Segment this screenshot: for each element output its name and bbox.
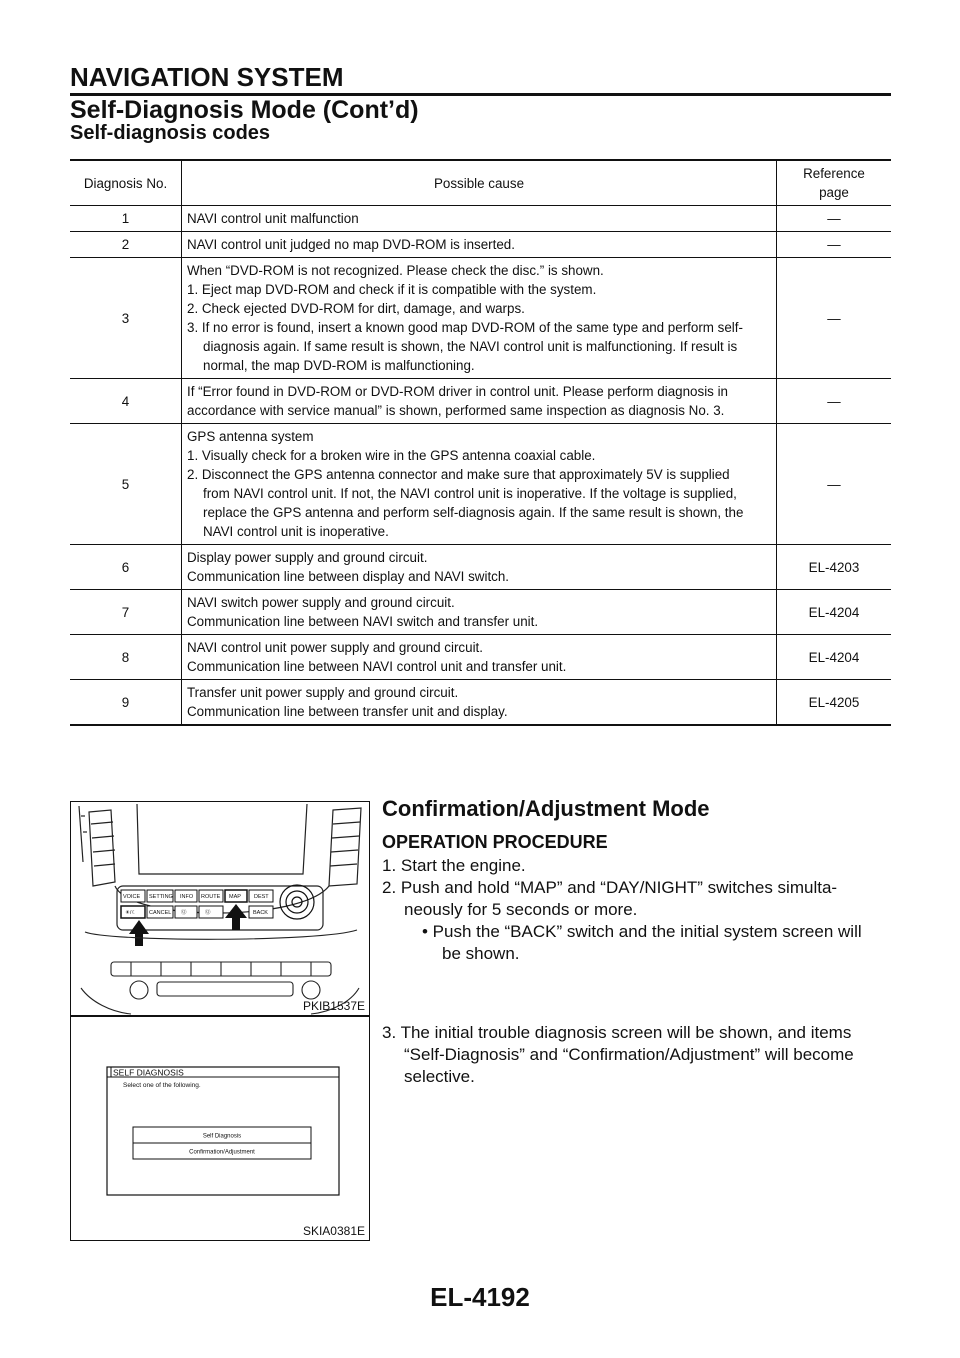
column-header-ref — [777, 160, 892, 206]
diagnosis-no-cell: 1 — [70, 206, 182, 232]
possible-cause-cell — [182, 590, 777, 635]
cause-line: Transfer unit power supply and ground circuit. — [187, 685, 459, 700]
reference-page-cell: EL-4204 — [808, 649, 860, 665]
diagnosis-no-cell: 3 — [70, 258, 182, 379]
table-row — [70, 424, 891, 545]
table-row — [70, 680, 891, 726]
cause-line: 2. Check ejected DVD-ROM for dirt, damage, and warps. — [187, 301, 525, 316]
diagnosis-no-cell: 8 — [70, 635, 182, 680]
cause-line: diagnosis again. If same result is shown, the NAVI control unit is malfunctioning. If result is — [203, 339, 738, 354]
possible-cause-cell — [182, 206, 777, 232]
table-header-row — [70, 160, 891, 206]
day-night-icon: ☀/☾ — [125, 910, 137, 916]
btn-back-label: BACK — [253, 910, 268, 916]
reference-page-cell: — — [827, 211, 841, 226]
btn-dest-label: DEST — [254, 894, 269, 900]
cause-line: from NAVI control unit. If not, the NAVI control unit is inoperative. If the voltage is supplied, — [203, 486, 737, 501]
cause-line: NAVI switch power supply and ground circuit. — [187, 595, 455, 610]
procedure-steps — [382, 855, 892, 965]
cause-line: Communication line between display and NAVI switch. — [187, 569, 510, 584]
cause-line: NAVI control unit is inoperative. — [203, 524, 389, 539]
cause-line: GPS antenna system — [187, 429, 314, 444]
step-2-cont: neously for 5 seconds or more. — [404, 900, 638, 919]
table-row — [70, 590, 891, 635]
table-row — [70, 232, 891, 258]
btn-cancel-label: CANCEL — [149, 910, 172, 916]
figure2-label: SKIA0381E — [302, 1224, 365, 1238]
cause-line: Communication line between NAVI switch and transfer unit. — [187, 614, 539, 629]
diagnosis-screen-illustration — [71, 1017, 369, 1240]
figure1-label: PKIB1537E — [302, 999, 365, 1013]
cause-line: 2. Disconnect the GPS antenna connector and make sure that approximately 5V is supplied — [187, 467, 730, 482]
cause-line: accordance with service manual” is shown, performed same inspection as diagnosis No. 3. — [187, 403, 725, 418]
cause-line: When “DVD-ROM is not recognized. Please check the disc.” is shown. — [187, 263, 604, 278]
reference-page-cell: — — [827, 310, 841, 326]
figure-navi-switch-panel — [70, 801, 370, 1016]
btn-info-label: INFO — [180, 894, 194, 900]
arrow-up-icon — [129, 920, 149, 946]
step-3: 3. The initial trouble diagnosis screen will be shown, and items — [382, 1023, 852, 1042]
btn-setting-label: SETTING — [149, 894, 173, 900]
diagnosis-no-cell: 7 — [70, 590, 182, 635]
confirmation-heading: Confirmation/Adjustment Mode — [382, 796, 710, 821]
section-title: Self-diagnosis codes — [70, 122, 271, 144]
diagnosis-codes-table — [70, 159, 891, 726]
table-row — [70, 379, 891, 424]
btn-route-label: ROUTE — [201, 894, 221, 900]
step-1: 1. Start the engine. — [382, 856, 526, 875]
cause-line: NAVI control unit judged no map DVD-ROM is inserted. — [187, 237, 515, 252]
cause-line: NAVI control unit malfunction — [187, 211, 359, 226]
cause-line: Communication line between NAVI control unit and transfer unit. — [187, 659, 567, 674]
page-header-subtitle: Self-Diagnosis Mode (Cont’d) — [70, 96, 419, 124]
diagnosis-no-cell: 5 — [70, 424, 182, 545]
btn-map-label: MAP — [229, 894, 241, 900]
cause-line: Communication line between transfer unit and display. — [187, 704, 508, 719]
column-header-no: Diagnosis No. — [70, 160, 182, 206]
step-3-cont1: “Self-Diagnosis” and “Confirmation/Adjustment” will become — [404, 1045, 854, 1064]
reference-page-cell: EL-4203 — [808, 559, 860, 575]
diagnosis-no-cell: 2 — [70, 232, 182, 258]
step-2-bullet: • Push the “BACK” switch and the initial system screen will — [422, 922, 862, 941]
reference-page-cell: — — [827, 237, 841, 252]
screen-title: SELF DIAGNOSIS — [113, 1067, 184, 1078]
table-row — [70, 206, 891, 232]
btn-voice-label: VOICE — [123, 894, 141, 900]
cause-line: NAVI control unit power supply and ground circuit. — [187, 640, 483, 655]
step-2-bullet-cont: be shown. — [442, 944, 520, 963]
zoom-out-icon: Ⓠ — [181, 910, 187, 916]
table-row — [70, 545, 891, 590]
possible-cause-cell — [182, 379, 777, 424]
possible-cause-cell — [182, 680, 777, 726]
zoom-in-icon: Ⓠ — [205, 910, 211, 916]
reference-page-cell: — — [827, 476, 841, 492]
table-row — [70, 258, 891, 379]
procedure-heading: OPERATION PROCEDURE — [382, 832, 608, 852]
possible-cause-cell — [182, 258, 777, 379]
procedure-step-3 — [382, 1022, 892, 1088]
cause-line: 1. Eject map DVD-ROM and check if it is compatible with the system. — [187, 282, 597, 297]
step-3-cont2: selective. — [404, 1067, 475, 1086]
diagnosis-no-cell: 6 — [70, 545, 182, 590]
page-number: EL-4192 — [430, 1282, 530, 1312]
figure-self-diagnosis-screen — [70, 1016, 370, 1241]
diagnosis-no-cell: 9 — [70, 680, 182, 726]
cause-line: If “Error found in DVD-ROM or DVD-ROM driver in control unit. Please perform diagnosis in — [187, 384, 729, 399]
possible-cause-cell — [182, 635, 777, 680]
cause-line: normal, the map DVD-ROM is malfunctioning. — [203, 358, 475, 373]
arrow-up-icon — [225, 904, 247, 930]
cause-line: 1. Visually check for a broken wire in the GPS antenna coaxial cable. — [187, 448, 596, 463]
cause-line: replace the GPS antenna and perform self-diagnosis again. If the same result is shown, the — [203, 505, 744, 520]
navi-switch-illustration — [71, 802, 369, 1015]
column-header-cause: Possible cause — [182, 160, 777, 206]
reference-page-cell: EL-4205 — [808, 694, 860, 710]
table-row — [70, 635, 891, 680]
cause-line: 3. If no error is found, insert a known good map DVD-ROM of the same type and perform self- — [187, 320, 743, 335]
reference-page-cell: EL-4204 — [808, 604, 860, 620]
screen-prompt: Select one of the following. — [123, 1082, 201, 1089]
option-confirmation-adjustment-label: Confirmation/Adjustment — [189, 1149, 255, 1156]
reference-page-cell: — — [827, 393, 841, 409]
diagnosis-no-cell: 4 — [70, 379, 182, 424]
possible-cause-cell — [182, 545, 777, 590]
column-header-ref-text: Reference page — [803, 166, 865, 200]
possible-cause-cell — [182, 424, 777, 545]
step-2: 2. Push and hold “MAP” and “DAY/NIGHT” switches simulta- — [382, 878, 838, 897]
joystick-knob — [280, 885, 314, 919]
possible-cause-cell — [182, 232, 777, 258]
option-self-diagnosis-label: Self Diagnosis — [202, 1133, 242, 1140]
page-header-title: NAVIGATION SYSTEM — [70, 62, 344, 92]
cause-line: Display power supply and ground circuit. — [187, 550, 428, 565]
